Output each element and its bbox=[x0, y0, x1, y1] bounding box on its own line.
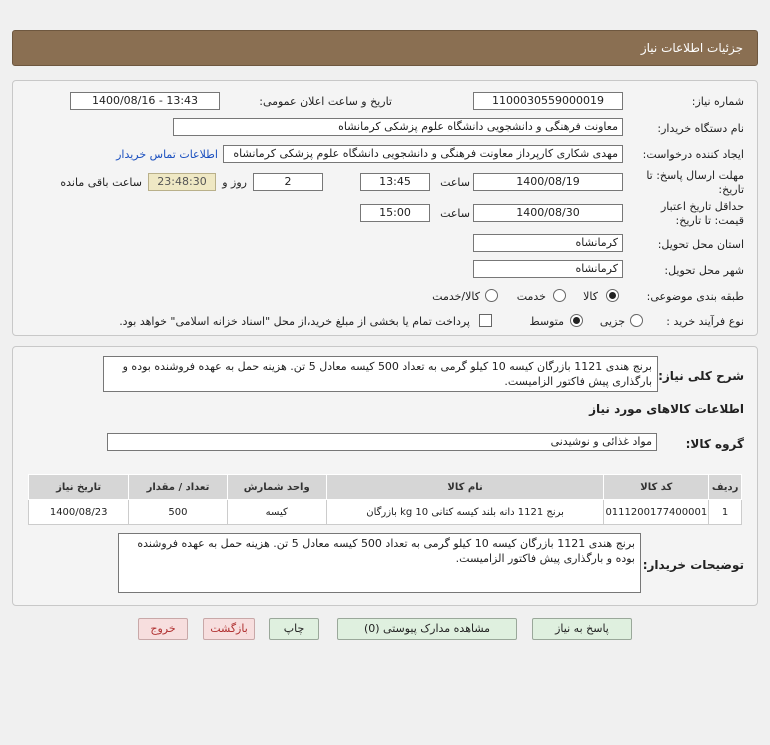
reply-button[interactable] bbox=[532, 618, 632, 640]
creator-label: ایجاد کننده درخواست: bbox=[642, 148, 744, 161]
days-label: روز و bbox=[222, 176, 247, 189]
process-option-minor: جزیی bbox=[599, 315, 625, 328]
validity-time-label: ساعت bbox=[440, 207, 470, 220]
summary-field: برنج هندی 1121 بازرگان کیسه 10 کیلو گرمی به تعداد 500 کیسه معادل 5 تن. هزینه حمل به عهده فروشنده بوده و بارگذاری پیش فاکتور الزامیست. bbox=[103, 356, 658, 392]
treasury-checkbox[interactable] bbox=[479, 314, 492, 327]
city-label: شهر محل تحویل: bbox=[664, 264, 744, 277]
city-field: کرمانشاه bbox=[473, 260, 623, 278]
remaining-label: ساعت باقی مانده bbox=[60, 176, 142, 189]
goods-table bbox=[28, 474, 742, 525]
cell-name: برنج 1121 دانه بلند کیسه کتانی 10 kg بازرگان bbox=[326, 500, 604, 525]
province-label: استان محل تحویل: bbox=[657, 238, 744, 251]
exit-button-label: خروج bbox=[150, 622, 176, 635]
category-radio-goods-service[interactable] bbox=[485, 289, 498, 302]
page-title: جزئیات اطلاعات نیاز bbox=[640, 41, 743, 55]
process-option-medium: متوسط bbox=[529, 315, 564, 328]
reply-button-label: پاسخ به نیاز bbox=[555, 622, 609, 635]
back-button[interactable] bbox=[203, 618, 255, 640]
table-row bbox=[29, 500, 742, 525]
payment-note: پرداخت تمام یا بخشی از مبلغ خرید،از محل "اسناد خزانه اسلامی" خواهد بود. bbox=[119, 315, 470, 328]
buyer-org-label: نام دستگاه خریدار: bbox=[657, 122, 744, 135]
col-code: کد کالا bbox=[604, 475, 709, 500]
goods-table-header bbox=[29, 475, 742, 500]
validity-time-field: 15:00 bbox=[360, 204, 430, 222]
validity-date-field: 1400/08/30 bbox=[473, 204, 623, 222]
cell-date: 1400/08/23 bbox=[29, 500, 129, 525]
col-qty: تعداد / مقدار bbox=[129, 475, 227, 500]
creator-field: مهدی شکاری کارپرداز معاونت فرهنگی و دانشجویی دانشگاه علوم پزشکی کرمانشاه bbox=[223, 145, 623, 163]
exit-button[interactable] bbox=[138, 618, 188, 640]
reply-time-field: 13:45 bbox=[360, 173, 430, 191]
buyer-org-field: معاونت فرهنگی و دانشجویی دانشگاه علوم پزشکی کرمانشاه bbox=[173, 118, 623, 136]
days-field: 2 bbox=[253, 173, 323, 191]
cell-code: 0111200177400001 bbox=[604, 500, 709, 525]
process-radio-minor[interactable] bbox=[630, 314, 643, 327]
buyer-notes-label: توضیحات خریدار: bbox=[642, 558, 744, 572]
buyer-notes-field: برنج هندی 1121 بازرگان کیسه 10 کیلو گرمی به تعداد 500 کیسه معادل 5 تن. هزینه حمل به عهده فروشنده بوده و بارگذاری پیش فاکتور الزامیست. bbox=[118, 533, 641, 593]
announce-field: 1400/08/16 - 13:43 bbox=[70, 92, 220, 110]
category-option-service: خدمت bbox=[516, 290, 546, 303]
col-date: تاریخ نیاز bbox=[29, 475, 129, 500]
category-radio-goods[interactable] bbox=[606, 289, 619, 302]
process-radio-medium[interactable] bbox=[570, 314, 583, 327]
category-option-goods-service: کالا/خدمت bbox=[432, 290, 480, 303]
cell-unit: کیسه bbox=[227, 500, 326, 525]
goods-group-field: مواد غذائی و نوشیدنی bbox=[107, 433, 657, 451]
print-button-label: چاپ bbox=[283, 622, 305, 635]
print-button[interactable] bbox=[269, 618, 319, 640]
goods-info-title: اطلاعات کالاهای مورد نیاز bbox=[589, 402, 744, 416]
validity-label: حداقل تاریخ اعتبار قیمت: تا تاریخ: bbox=[660, 200, 744, 227]
reply-time-label: ساعت bbox=[440, 176, 470, 189]
col-row: ردیف bbox=[709, 475, 742, 500]
attachments-button-label: مشاهده مدارک پیوستی (0) bbox=[363, 622, 491, 635]
reply-date-field: 1400/08/19 bbox=[473, 173, 623, 191]
back-button-label: بازگشت bbox=[210, 622, 248, 635]
goods-group-label: گروه کالا: bbox=[685, 437, 744, 451]
buyer-contact-link[interactable]: اطلاعات تماس خریدار bbox=[116, 148, 218, 161]
attachments-button[interactable] bbox=[337, 618, 517, 640]
col-name: نام کالا bbox=[326, 475, 604, 500]
announce-label: تاریخ و ساعت اعلان عمومی: bbox=[259, 95, 392, 108]
category-radio-service[interactable] bbox=[553, 289, 566, 302]
need-number-field: 1100030559000019 bbox=[473, 92, 623, 110]
need-number-label: شماره نیاز: bbox=[691, 95, 744, 108]
process-label: نوع فرآیند خرید : bbox=[666, 315, 744, 328]
summary-label: شرح کلی نیاز: bbox=[658, 369, 744, 383]
category-option-goods: کالا bbox=[583, 290, 598, 303]
category-label: طبقه بندی موضوعی: bbox=[646, 290, 744, 303]
cell-row: 1 bbox=[709, 500, 742, 525]
col-unit: واحد شمارش bbox=[227, 475, 326, 500]
cell-qty: 500 bbox=[129, 500, 227, 525]
page-header bbox=[12, 30, 758, 66]
reply-deadline-label: مهلت ارسال پاسخ: تا تاریخ: bbox=[646, 169, 744, 196]
remaining-timer: 23:48:30 bbox=[148, 173, 216, 191]
province-field: کرمانشاه bbox=[473, 234, 623, 252]
